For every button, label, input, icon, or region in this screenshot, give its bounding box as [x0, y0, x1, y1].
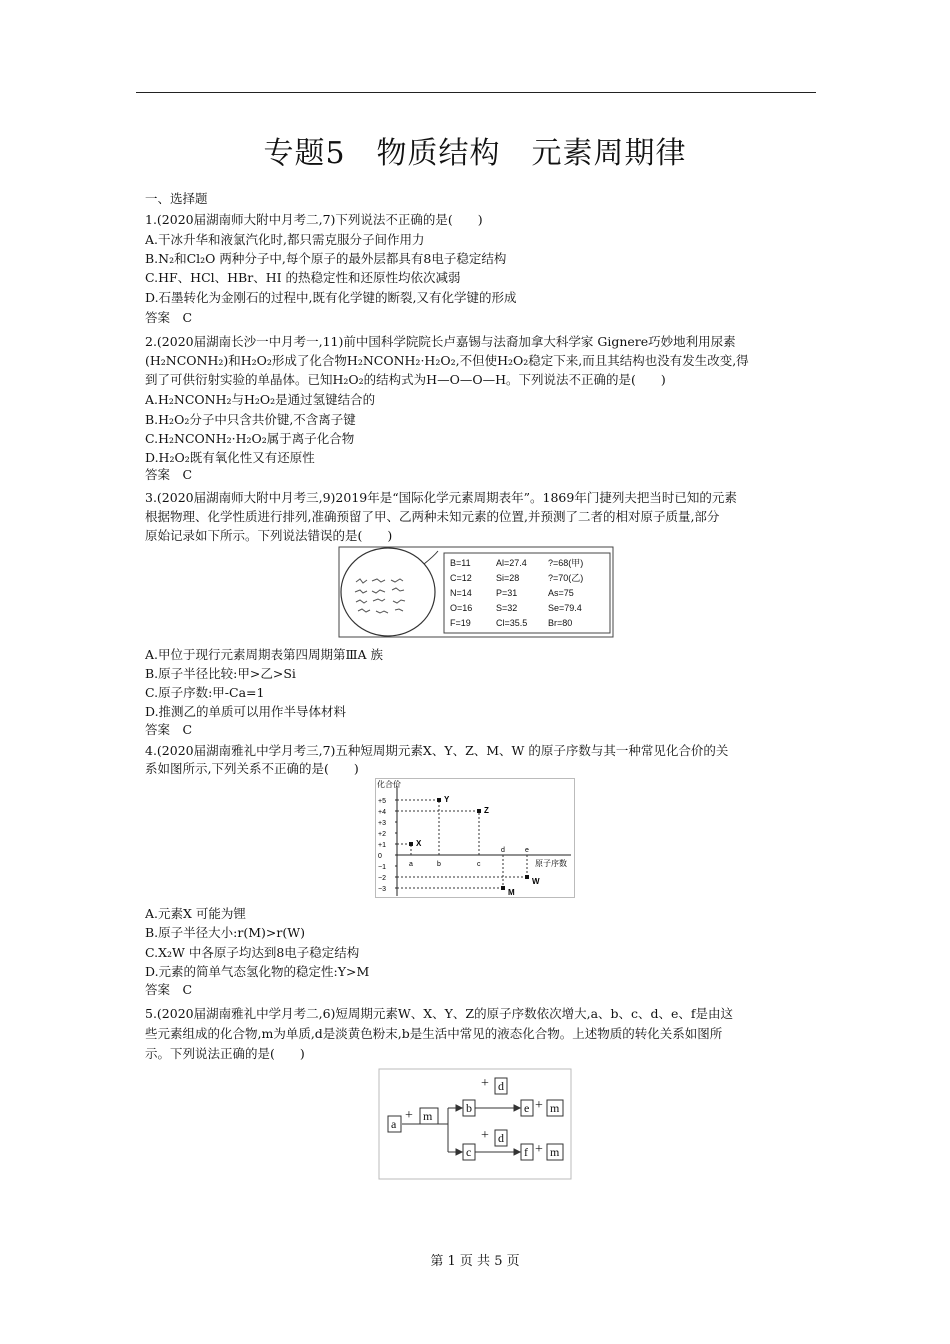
- table-cell: Al=27.4: [496, 558, 527, 568]
- point-marker: [501, 886, 505, 890]
- scheme-b: b: [466, 1101, 472, 1115]
- point-marker: [477, 809, 481, 813]
- q3-option-c: C.原子序数:甲-Ca=1: [145, 685, 265, 700]
- q4-option-b: B.原子半径大小:r(M)>r(W): [145, 925, 305, 940]
- x-tick-label: e: [525, 847, 529, 854]
- x-tick-label: c: [477, 861, 481, 868]
- q3-answer: 答案 C: [145, 722, 193, 737]
- q5-stem-3: 示。下列说法正确的是( ): [145, 1046, 305, 1061]
- y-tick-label: −2: [378, 875, 386, 882]
- reaction-scheme: [378, 1068, 572, 1180]
- point-label: Z: [484, 806, 489, 815]
- point-label: M: [508, 888, 515, 897]
- table-cell: O=16: [450, 603, 473, 613]
- scheme-plus-3: +: [481, 1128, 489, 1143]
- scheme-plus-5: +: [535, 1142, 543, 1157]
- q2-answer: 答案 C: [145, 467, 193, 482]
- point-label: W: [532, 877, 540, 886]
- mendeleev-figure: [338, 546, 614, 638]
- x-axis-label: 原子序数: [535, 859, 567, 868]
- y-tick-label: −3: [378, 886, 386, 893]
- point-marker: [437, 798, 441, 802]
- q2-stem-1: 2.(2020届湖南长沙一中月考一,11)前中国科学院院长卢嘉锡与法裔加拿大科学家 Gignere巧妙地利用尿素: [145, 334, 736, 349]
- scheme-plus-4: +: [535, 1098, 543, 1113]
- q1-answer: 答案 C: [145, 310, 193, 325]
- y-tick-label: +2: [378, 831, 386, 838]
- scheme-m-1: m: [423, 1109, 433, 1123]
- table-cell: N=14: [450, 588, 472, 598]
- scheme-plus-1: +: [405, 1108, 413, 1123]
- scheme-m-3: m: [550, 1145, 560, 1159]
- scheme-f: f: [524, 1145, 528, 1159]
- q2-stem-2: (H₂NCONH₂)和H₂O₂形成了化合物H₂NCONH₂·H₂O₂,不但使H₂O₂稳定下来,而且其结构也没有发生改变,得: [145, 353, 749, 368]
- q4-stem-2: 系如图所示,下列关系不正确的是( ): [145, 761, 359, 776]
- q3-stem-2: 根据物理、化学性质进行排列,准确预留了甲、乙两种未知元素的位置,并预测了二者的相对原子质量,部分: [145, 509, 720, 524]
- scheme-e: e: [524, 1101, 530, 1115]
- scheme-d-2: d: [498, 1131, 504, 1145]
- y-tick-label: 0: [378, 853, 382, 860]
- q4-stem-1: 4.(2020届湖南雅礼中学月考三,7)五种短周期元素X、Y、Z、M、W 的原子序数与其一种常见化合价的关: [145, 743, 729, 758]
- y-tick-label: +3: [378, 820, 386, 827]
- q1-option-b: B.N₂和Cl₂O 两种分子中,每个原子的最外层都具有8电子稳定结构: [145, 251, 507, 266]
- x-tick-label: b: [437, 861, 441, 868]
- table-cell: As=75: [548, 588, 574, 598]
- x-tick-label: a: [409, 861, 413, 868]
- valence-chart-svg: [375, 778, 575, 898]
- table-cell: ?=70(乙): [548, 573, 584, 583]
- chart-frame: [376, 779, 575, 898]
- page-footer: 第 1 页 共 5 页: [430, 1254, 520, 1269]
- point-label: Y: [444, 795, 450, 804]
- section-heading: 一、选择题: [145, 191, 208, 206]
- q1-option-a: A.干冰升华和液氯汽化时,都只需克服分子间作用力: [145, 232, 425, 247]
- scheme-a: a: [391, 1117, 397, 1131]
- table-cell: Cl=35.5: [496, 618, 528, 628]
- q3-option-d: D.推测乙的单质可以用作半导体材料: [145, 704, 347, 719]
- table-cell: Si=28: [496, 573, 520, 583]
- q2-option-c: C.H₂NCONH₂·H₂O₂属于离子化合物: [145, 431, 355, 446]
- q4-answer: 答案 C: [145, 982, 193, 997]
- valence-chart: [375, 778, 575, 898]
- x-tick-label: d: [501, 847, 505, 854]
- q3-option-b: B.原子半径比较:甲>乙>Si: [145, 666, 296, 681]
- q3-option-a: A.甲位于现行元素周期表第四周期第ⅢA 族: [145, 647, 384, 662]
- y-tick-label: +5: [378, 798, 386, 805]
- q1-stem: 1.(2020届湖南师大附中月考二,7)下列说法不正确的是( ): [145, 212, 483, 227]
- table-cell: ?=68(甲): [548, 558, 584, 568]
- top-rule: [136, 92, 816, 93]
- y-tick-label: −1: [378, 864, 386, 871]
- scheme-c: c: [466, 1145, 472, 1159]
- table-cell: P=31: [496, 588, 518, 598]
- q2-option-b: B.H₂O₂分子中只含共价键,不含离子键: [145, 412, 356, 427]
- point-marker: [525, 875, 529, 879]
- point-label: X: [416, 839, 422, 848]
- q1-option-c: C.HF、HCl、HBr、HI 的热稳定性和还原性均依次减弱: [145, 270, 461, 285]
- y-tick-label: +1: [378, 842, 386, 849]
- q4-option-a: A.元素X 可能为锂: [145, 906, 246, 921]
- table-cell: B=11: [450, 558, 471, 568]
- scheme-d-1: d: [498, 1079, 504, 1093]
- q5-stem-2: 些元素组成的化合物,m为单质,d是淡黄色粉末,b是生活中常见的液态化合物。上述物质的转化关系如图所: [145, 1026, 723, 1041]
- table-cell: Se=79.4: [548, 603, 582, 613]
- q2-option-d: D.H₂O₂既有氧化性又有还原性: [145, 450, 315, 465]
- q2-option-a: A.H₂NCONH₂与H₂O₂是通过氢键结合的: [145, 392, 376, 407]
- table-cell: C=12: [450, 573, 472, 583]
- scheme-plus-2: +: [481, 1076, 489, 1091]
- scheme-m-2: m: [550, 1101, 560, 1115]
- point-marker: [409, 842, 413, 846]
- table-cell: Br=80: [548, 618, 573, 628]
- q4-option-c: C.X₂W 中各原子均达到8电子稳定结构: [145, 945, 360, 960]
- q2-stem-3: 到了可供衍射实验的单晶体。已知H₂O₂的结构式为H—O—O—H。下列说法不正确的是( ): [145, 372, 666, 387]
- q4-option-d: D.元素的简单气态氢化物的稳定性:Y>M: [145, 964, 370, 979]
- table-cell: F=19: [450, 618, 471, 628]
- q3-stem-3: 原始记录如下所示。下列说法错误的是( ): [145, 528, 393, 543]
- q5-stem-1: 5.(2020届湖南雅礼中学月考二,6)短周期元素W、X、Y、Z的原子序数依次增大,a、b、c、d、e、f是由这: [145, 1006, 734, 1021]
- page-title: 专题5 物质结构 元素周期律: [263, 136, 687, 171]
- table-cell: S=32: [496, 603, 518, 613]
- q1-option-d: D.石墨转化为金刚石的过程中,既有化学键的断裂,又有化学键的形成: [145, 290, 517, 305]
- y-axis-label: 化合价: [377, 780, 401, 789]
- y-tick-label: +4: [378, 809, 386, 816]
- q3-stem-1: 3.(2020届湖南师大附中月考三,9)2019年是“国际化学元素周期表年”。1869年门捷列夫把当时已知的元素: [145, 490, 737, 505]
